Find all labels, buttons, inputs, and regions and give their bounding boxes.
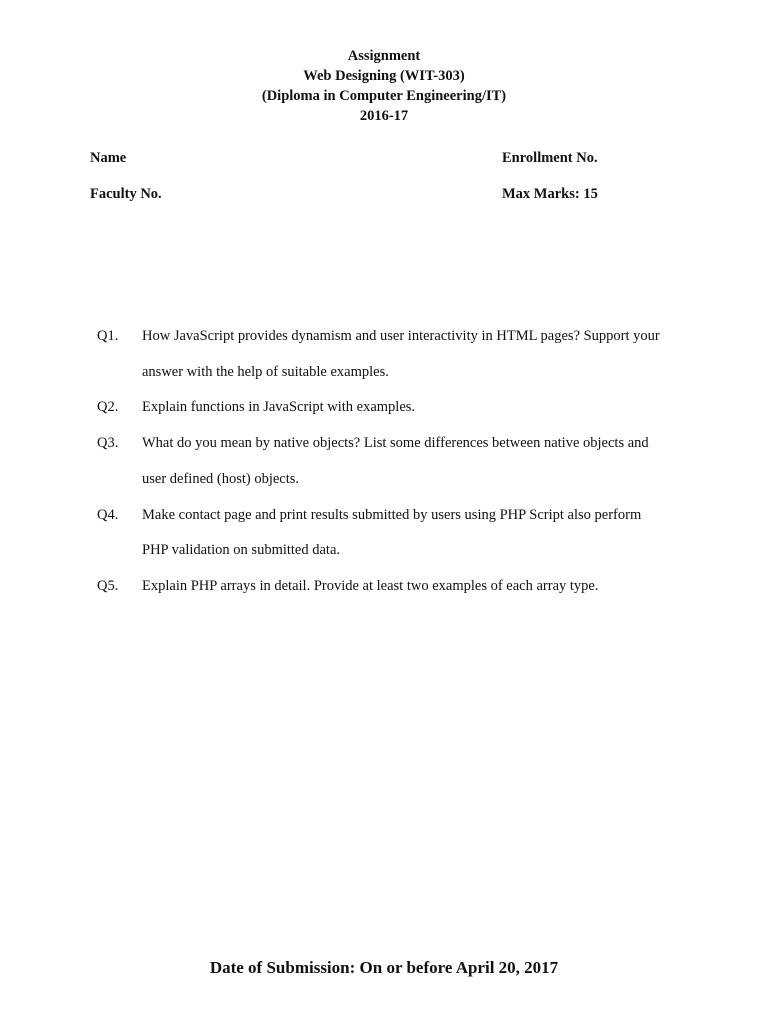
submission-date: Date of Submission: On or before April 20, 2017 <box>209 958 559 977</box>
header-course: Web Designing (WIT-303) <box>303 68 465 84</box>
question-text: Explain PHP arrays in detail. Provide at least two examples of each array type. <box>142 578 599 594</box>
question-text: answer with the help of suitable examples. <box>142 364 389 380</box>
question-text: Explain functions in JavaScript with examples. <box>142 399 416 415</box>
question-number: Q2. <box>97 399 119 415</box>
question-text: user defined (host) objects. <box>142 471 300 487</box>
question-number: Q4. <box>97 507 119 523</box>
question-number: Q3. <box>97 435 119 451</box>
question-number: Q5. <box>97 578 119 594</box>
question-text: PHP validation on submitted data. <box>142 542 341 558</box>
enrollment-label: Enrollment No. <box>502 150 598 166</box>
question-text: Make contact page and print results submitted by users using PHP Script also perform <box>142 507 642 523</box>
header-session: 2016-17 <box>359 108 409 124</box>
faculty-label: Faculty No. <box>90 186 162 202</box>
question-text: What do you mean by native objects? List some differences between native objects and <box>142 435 649 451</box>
question-number: Q1. <box>97 328 119 344</box>
name-label: Name <box>90 150 127 166</box>
document-header <box>0 46 768 126</box>
header-title: Assignment <box>347 48 421 64</box>
header-program: (Diploma in Computer Engineering/IT) <box>261 88 507 104</box>
max-marks-label: Max Marks: 15 <box>502 186 598 202</box>
question-text: How JavaScript provides dynamism and user interactivity in HTML pages? Support your <box>142 328 660 344</box>
